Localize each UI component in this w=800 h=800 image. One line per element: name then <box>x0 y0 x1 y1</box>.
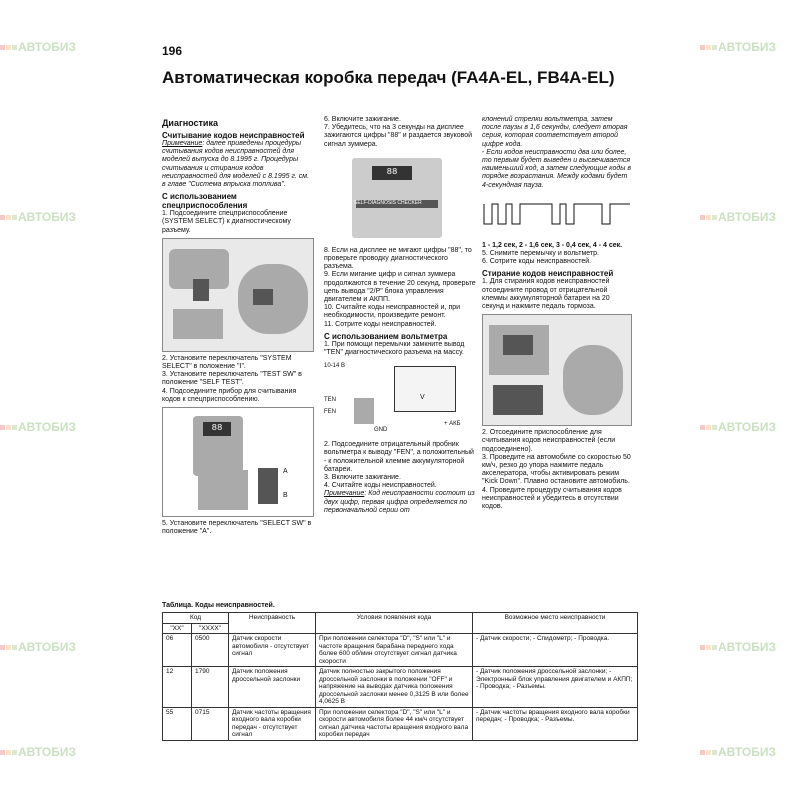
engine-bay-figure <box>162 238 314 352</box>
cell-fault: Датчик скорости автомобиля - отсутствует сигнал <box>229 634 316 667</box>
step: 2. Отсоедините приспособление для считывания кодов неисправностей (если подсоединено). <box>482 429 616 453</box>
cell-xx: 55 <box>163 707 192 740</box>
switch-label-a: A <box>283 468 288 476</box>
watermark: АВТОБИЗ <box>0 210 76 224</box>
selector-device-figure <box>162 407 314 517</box>
step: 8. Если на дисплее не мигают цифры "88", то проверьте проводку диагностического разъема. <box>324 246 472 271</box>
col-header-place: Возможное место неисправности <box>473 613 638 634</box>
pulse-waveform <box>482 194 632 238</box>
cell-fault: Датчик частоты вращения входного вала коробки передач - отсутствует сигнал <box>229 707 316 740</box>
manual-page <box>140 40 640 770</box>
step: 6. Включите зажигание. <box>324 116 401 123</box>
cell-place: - Датчик скорости; - Спидометр; - Проводка. <box>473 634 638 667</box>
gnd-label: GND <box>374 427 388 434</box>
watermark: АВТОБИЗ <box>0 640 76 654</box>
cell-xx: 12 <box>163 667 192 708</box>
step: 5. Установите переключатель "SELECT SW" в положение "A". <box>162 520 312 536</box>
column-3 <box>482 116 632 511</box>
note-label: Примечание <box>324 490 365 498</box>
page-number: 196 <box>162 44 183 58</box>
battery-engine-figure <box>482 314 632 426</box>
col-header-xxxx: "XXXX" <box>192 623 229 634</box>
battery-label: + АКБ <box>444 421 461 428</box>
timing-legend: 1 - 1,2 сек, 2 - 1,6 сек, 3 - 0,4 сек, 4 - 4 сек. <box>482 241 623 249</box>
step: 3. Установите переключатель "TEST SW" в положение "SELF TEST". <box>162 371 302 387</box>
watermark: АВТОБИЗ <box>0 745 76 759</box>
section-heading: Диагностика <box>162 118 218 128</box>
cell-xxxx: 0500 <box>192 634 229 667</box>
table-row <box>163 634 638 667</box>
step: 4. Проведите процедуру считывания кодов неисправностей и убедитесь в отсутствии кодов. <box>482 486 622 511</box>
switch-label-b: B <box>283 492 288 500</box>
table-row <box>163 707 638 740</box>
watermark: АВТОБИЗ <box>0 420 76 434</box>
pulse-diagram <box>482 194 632 238</box>
watermark: АВТОБИЗ <box>700 210 776 224</box>
step: 6. Сотрите коды неисправностей. <box>482 258 592 266</box>
watermark: АВТОБИЗ <box>700 745 776 759</box>
step: 3. Включите зажигание. <box>324 474 401 482</box>
checker-caption: SELF-DIAGNOSIS CHECKER <box>354 199 422 206</box>
cell-condition: Датчик полностью закрытого положения дроссельной заслонки в положении "OFF" и напряжение на выводах датчика положения дроссельной заслонки менее 0,3125 В или более 4,0625 В <box>316 667 473 708</box>
cell-fault: Датчик положения дроссельной заслонки <box>229 667 316 708</box>
step: 4. Считайте коды неисправностей. <box>324 482 437 490</box>
note-label: Примечание <box>162 140 203 147</box>
ten-label: TEN <box>324 397 336 404</box>
cell-condition: При положении селектора "D", "S" или "L" и частоте вращения барабана переднего хода более 600 об/мин отсутствует сигнал датчика скорости <box>316 634 473 667</box>
col-header-fault: Неисправность <box>229 613 316 634</box>
step: 11. Сотрите коды неисправностей. <box>324 320 437 328</box>
table-caption: Таблица. Коды неисправностей. <box>162 602 275 609</box>
step: 5. Снимите перемычку и вольтметр. <box>482 250 599 258</box>
step: 4. Подсоедините прибор для считывания кодов к спецприспособлению. <box>162 387 297 403</box>
subsection-heading: Считывание кодов неисправностей <box>162 131 305 140</box>
step: 2. Установите переключатель "SYSTEM SELECT" в положение "I". <box>162 354 292 371</box>
cell-xxxx: 0715 <box>192 707 229 740</box>
table-row <box>163 667 638 708</box>
step: 1. Подсоедините спецприспособление (SYSTEM SELECT) к диагностическому разъему. <box>162 210 291 234</box>
note-continued: - Если кодов неисправности два или более, то первым будет выведен и высвечивается наименьший код, а затем следующие коды в порядке возрастания. Между кодами будет 4-секундная пауза. <box>482 148 631 189</box>
watermark: АВТОБИЗ <box>700 420 776 434</box>
lcd-display: 88 <box>372 166 412 180</box>
note <box>162 140 314 189</box>
page-title: Автоматическая коробка передач (FA4A-EL, FB4A-EL) <box>162 68 615 87</box>
cell-xx: 06 <box>163 634 192 667</box>
fen-label: FEN <box>324 409 336 416</box>
step: 9. Если мигание цифр и сигнал зуммера продолжаются в течение 20 секунд, проверьте цепь вывода "2/P" блока управления двигателем и АКПП. <box>324 271 476 304</box>
voltage-label: 10-14 В <box>324 363 346 370</box>
column-1 <box>162 116 314 536</box>
step: 7. Убедитесь, что на 3 секунды на дисплее зажигаются цифры "88" и раздается звуковой сигнал зуммера. <box>324 124 473 148</box>
subsection-heading: Стирание кодов неисправностей <box>482 269 614 279</box>
step: 3. Проведите на автомобиле со скоростью 50 км/ч, резко до упора нажмите педаль акселератора, чтобы активировать режим "Kick Down". Плавно остановите автомобиль. <box>482 453 631 486</box>
step: 10. Считайте коды неисправностей и, при необходимости, произведите ремонт. <box>324 304 461 320</box>
step: 1. Для стирания кодов неисправностей отсоедините провод от отрицательной клеммы аккумуляторной батареи на 20 секунд и нажмите педаль тормоза. <box>482 278 610 311</box>
cell-place: - Датчик положения дроссельной заслонки; - Электронный блок управления двигателем и АКПП; - Проводка; - Разъемы. <box>473 667 638 708</box>
note-text: : далее приведены процедуры считывания кодов неисправностей для моделей выпуска до 8.1995 г. Процедуры считывания и стирания кодов неисправностей для моделей с 8.1995 г. см. в главе "Система впрыска топлива". <box>162 140 310 189</box>
column-2 <box>324 116 476 515</box>
fault-codes-table <box>162 612 638 741</box>
lcd-display: 88 <box>203 422 231 436</box>
col-header-code: Код <box>163 613 229 624</box>
step: 2. Подсоедините отрицательный пробник вольтметра к выводу "FEN", а положительный - к положительной клемме аккумуляторной батареи. <box>324 441 474 473</box>
cell-xxxx: 1790 <box>192 667 229 708</box>
cell-condition: При положении селектора "D", "S" или "L" и скорости автомобиля более 44 км/ч отсутствует сигнал датчика частоты вращения входного вала коробки передач <box>316 707 473 740</box>
subsection-heading: С использованием вольтметра <box>324 331 448 341</box>
watermark: АВТОБИЗ <box>0 40 76 54</box>
voltmeter-symbol: V <box>420 394 425 402</box>
watermark: АВТОБИЗ <box>700 640 776 654</box>
watermark: АВТОБИЗ <box>700 40 776 54</box>
note-continued: клонений стрелки вольтметра, затем после паузы в 1,6 секунды, следует вторая серия, которая соответствует второй цифре кода. <box>482 116 628 148</box>
cell-place: - Датчик частоты вращения входного вала коробки передач; - Проводка; - Разъемы. <box>473 707 638 740</box>
voltmeter-figure <box>324 360 476 438</box>
step: 1. При помощи перемычки замкните вывод "TEN" диагностического разъема на массу. <box>324 340 465 357</box>
col-header-condition: Условия появления кода <box>316 613 473 634</box>
checker-figure <box>324 152 476 244</box>
note <box>324 490 476 515</box>
note-text: : Код неисправности состоит из двух цифр, первая цифра определяется по первоначальной серии от <box>324 490 475 514</box>
subsection-heading: С использованием спецприспособления <box>162 192 248 211</box>
col-header-xx: "XX" <box>163 623 192 634</box>
